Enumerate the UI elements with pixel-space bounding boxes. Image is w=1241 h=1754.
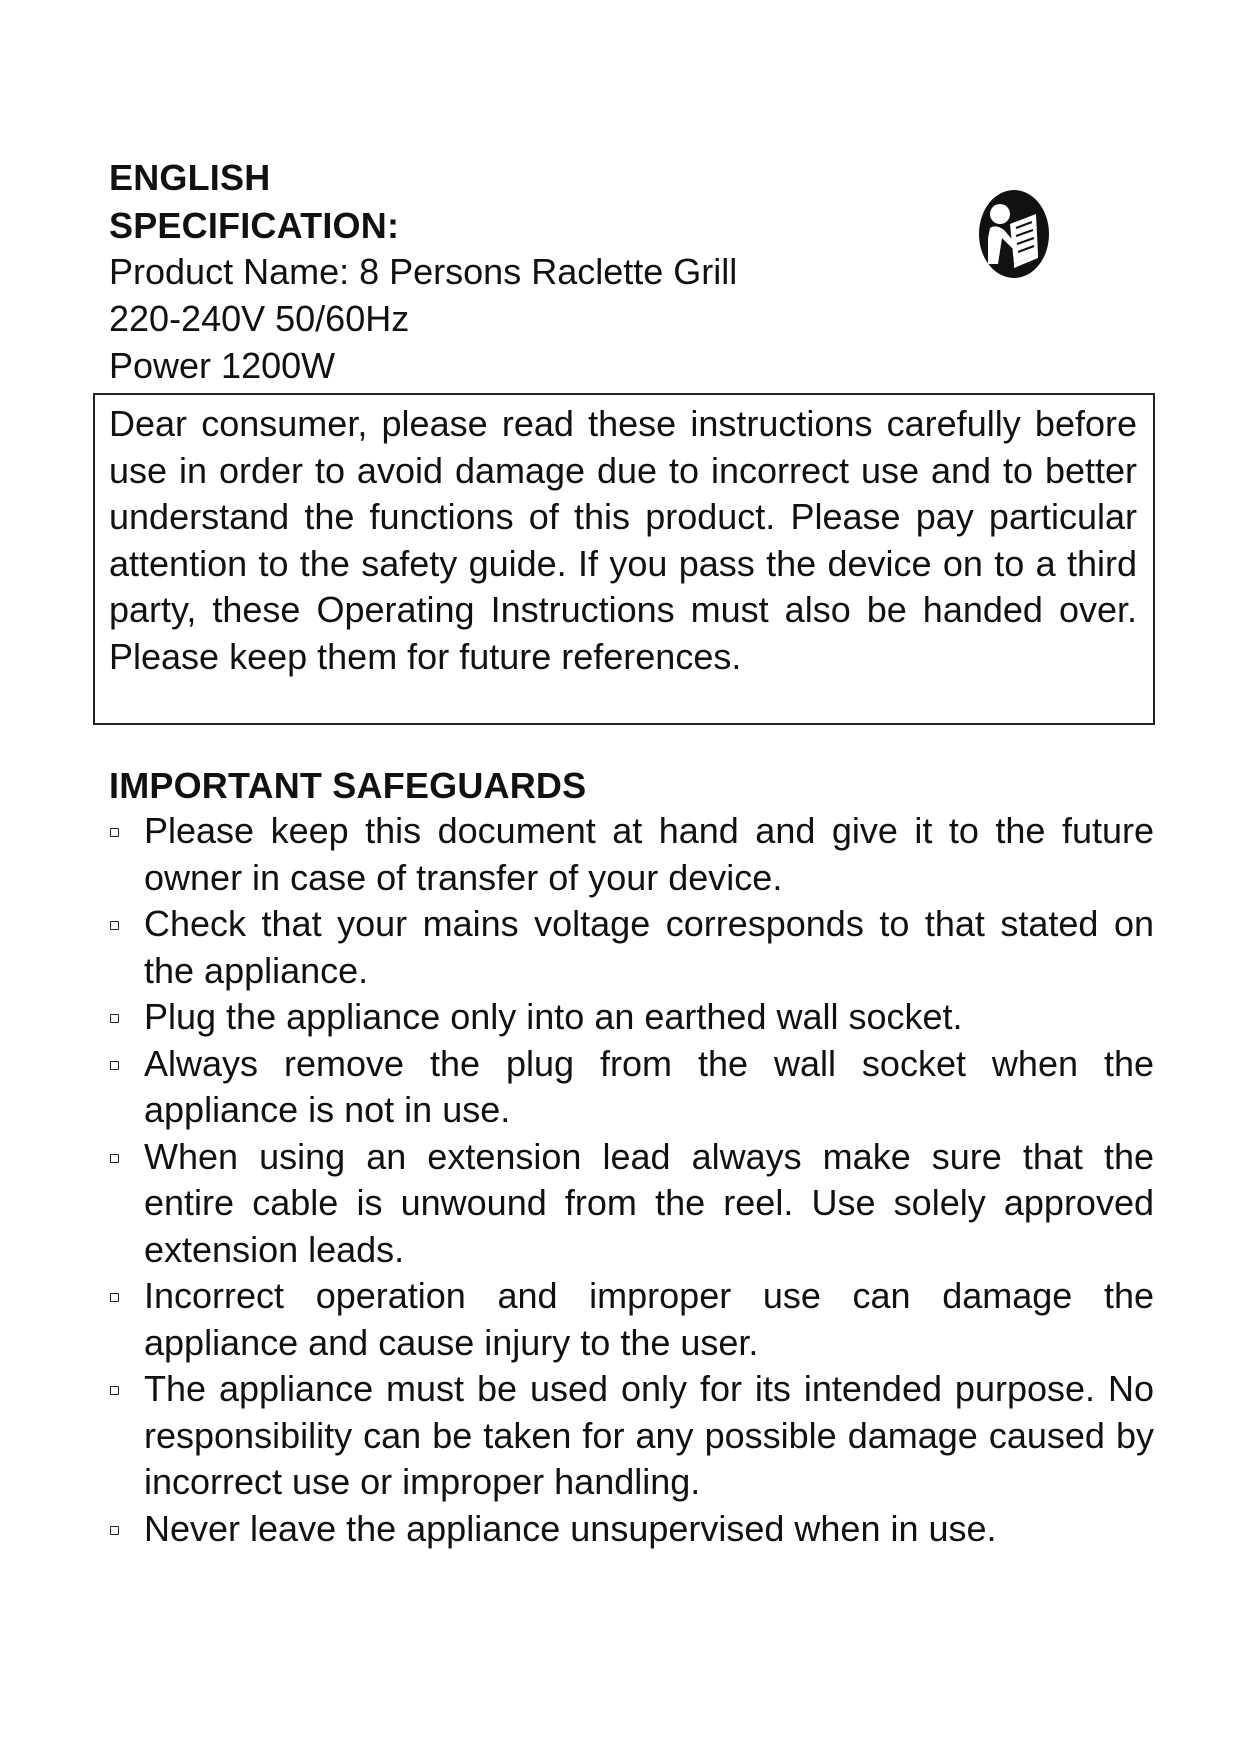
safeguards-list: [108, 808, 1154, 1552]
checkbox-bullet-icon: [110, 828, 119, 837]
notice-text: Dear consumer, please read these instructions carefully before use in order to avoid damage due to incorrect use and to better understand the functions of this product. Please pay particular attention to the safety guide. If you pass the device on to a third party, these Operating Instructions must also be handed over. Please keep them for future references.: [109, 403, 1137, 677]
safeguard-item: Never leave the appliance unsupervised when in use.: [108, 1506, 1154, 1553]
safeguard-item: When using an extension lead always make sure that the entire cable is unwound from the reel. Use solely approved extension leads.: [108, 1134, 1154, 1274]
checkbox-bullet-icon: [110, 1061, 119, 1070]
notice-box: [93, 393, 1155, 725]
specification-heading: SPECIFICATION:: [109, 205, 400, 246]
safeguards-heading: IMPORTANT SAFEGUARDS: [109, 765, 587, 806]
checkbox-bullet-icon: [110, 1293, 119, 1302]
safeguard-item: Check that your mains voltage corresponds to that stated on the appliance.: [108, 901, 1154, 994]
power-line: Power 1200W: [109, 345, 336, 386]
checkbox-bullet-icon: [110, 921, 119, 930]
safeguard-item: Always remove the plug from the wall socket when the appliance is not in use.: [108, 1041, 1154, 1134]
safeguard-item: Plug the appliance only into an earthed wall socket.: [108, 994, 1154, 1041]
language-heading: ENGLISH: [109, 157, 271, 198]
safeguard-item: Incorrect operation and improper use can damage the appliance and cause injury to the user.: [108, 1273, 1154, 1366]
voltage-line: 220-240V 50/60Hz: [109, 298, 410, 339]
checkbox-bullet-icon: [110, 1154, 119, 1163]
read-manual-icon: [976, 184, 1052, 280]
checkbox-bullet-icon: [110, 1386, 119, 1395]
product-name-line: Product Name: 8 Persons Raclette Grill: [109, 251, 738, 292]
checkbox-bullet-icon: [110, 1014, 119, 1023]
safeguard-item: Please keep this document at hand and give it to the future owner in case of transfer of your device.: [108, 808, 1154, 901]
safeguard-item: The appliance must be used only for its intended purpose. No responsibility can be taken for any possible damage caused by incorrect use or improper handling.: [108, 1366, 1154, 1506]
checkbox-bullet-icon: [110, 1526, 119, 1535]
